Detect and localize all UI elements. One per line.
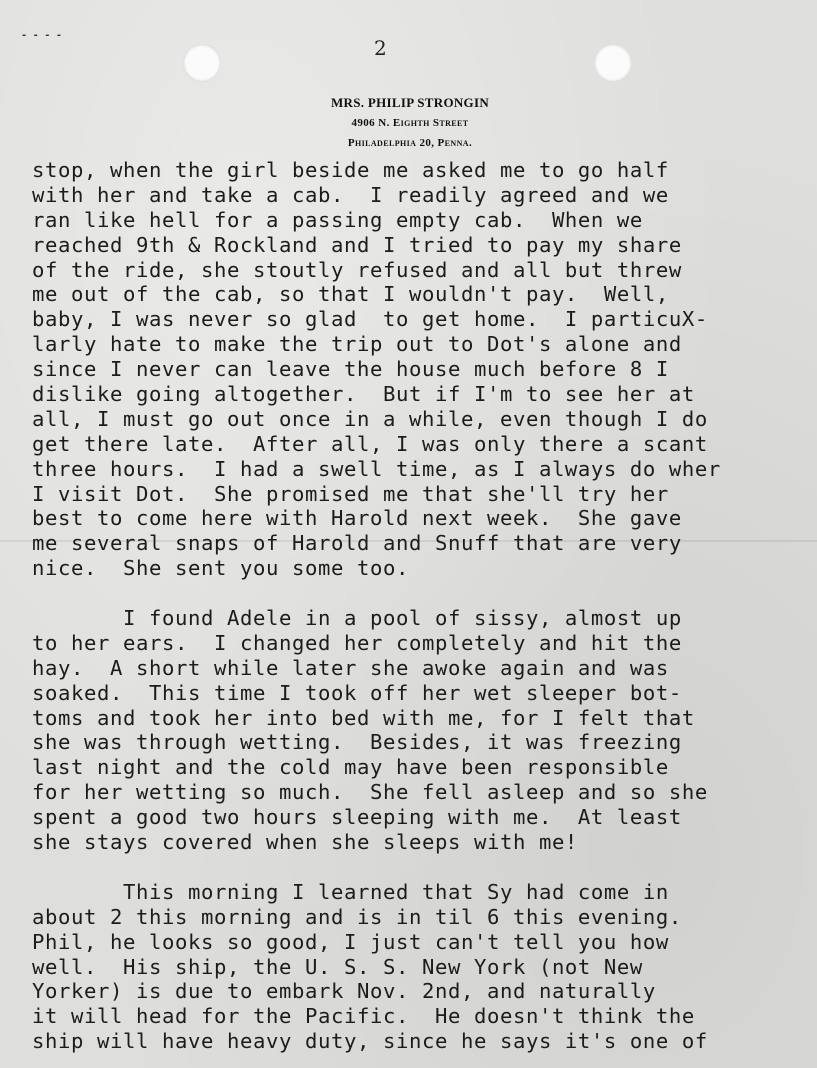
text-line: best to come here with Harold next week. She gave	[32, 506, 682, 531]
letterhead-city: Philadelphia 20, Penna.	[347, 137, 473, 149]
text-line: with her and take a cab. I readily agreed and we	[32, 182, 669, 207]
text-line: for her wetting so much. She fell asleep and so she	[32, 780, 708, 805]
text-line: nice. She sent you some too.	[32, 556, 409, 581]
text-line: about 2 this morning and is in til 6 this evening.	[32, 904, 682, 929]
paragraph-gap	[32, 581, 817, 606]
text-line: dislike going altogether. But if I'm to see her at	[32, 382, 695, 407]
text-line: well. His ship, the U. S. S. New York (not New	[32, 954, 643, 979]
text-line: Yorker) is due to embark Nov. 2nd, and naturally	[32, 979, 656, 1004]
text-line: reached 9th & Rockland and I tried to pay my share	[32, 232, 682, 257]
text-line: ran like hell for a passing empty cab. When we	[32, 207, 643, 232]
text-line: hay. A short while later she awoke again and was	[32, 655, 669, 680]
text-line: me several snaps of Harold and Snuff that are very	[32, 531, 682, 556]
text-line: me out of the cab, so that I wouldn't pay. Well,	[32, 282, 669, 307]
text-line: I found Adele in a pool of sissy, almost up	[32, 606, 682, 631]
text-line: spent a good two hours sleeping with me. At least	[32, 805, 682, 830]
text-line: three hours. I had a swell time, as I always do wher	[32, 456, 721, 481]
letterhead-street: 4906 N. Eighth Street	[351, 117, 469, 129]
punch-hole-left	[183, 44, 221, 82]
text-line: it will head for the Pacific. He doesn't think the	[32, 1004, 695, 1029]
paragraph	[32, 880, 817, 1054]
text-line: I visit Dot. She promised me that she'll try her	[32, 481, 669, 506]
text-line: Phil, he looks so good, I just can't tell you how	[32, 929, 669, 954]
punch-hole-right	[594, 44, 632, 82]
text-line: to her ears. I changed her completely and hit the	[32, 630, 682, 655]
corner-mark: - - - -	[22, 30, 64, 41]
text-line: all, I must go out once in a while, even though I do	[32, 406, 708, 431]
text-line: stop, when the girl beside me asked me to go half	[32, 158, 669, 182]
text-line: get there late. After all, I was only there a scant	[32, 431, 708, 456]
text-line: soaked. This time I took off her wet sleeper bot-	[32, 680, 682, 705]
page-number: 2	[374, 36, 387, 60]
letter-body	[32, 158, 817, 1054]
text-line: she stays covered when she sleeps with me!	[32, 830, 578, 855]
text-line: ship will have heavy duty, since he says it's one of	[32, 1029, 708, 1054]
letterhead	[230, 93, 590, 153]
paragraph	[32, 158, 817, 581]
text-line: last night and the cold may have been responsible	[32, 755, 669, 780]
paragraph	[32, 606, 817, 855]
text-line: since I never can leave the house much before 8 I	[32, 357, 669, 382]
paragraph-gap	[32, 855, 817, 880]
text-line: she was through wetting. Besides, it was freezing	[32, 730, 682, 755]
text-line: This morning I learned that Sy had come in	[32, 879, 669, 904]
text-line: toms and took her into bed with me, for I felt that	[32, 705, 695, 730]
letterhead-name: MRS. PHILIP STRONGIN	[330, 95, 490, 110]
text-line: baby, I was never so glad to get home. I particuX-	[32, 307, 708, 332]
text-line: larly hate to make the trip out to Dot's alone and	[32, 332, 682, 357]
text-line: of the ride, she stoutly refused and all but threw	[32, 257, 682, 282]
